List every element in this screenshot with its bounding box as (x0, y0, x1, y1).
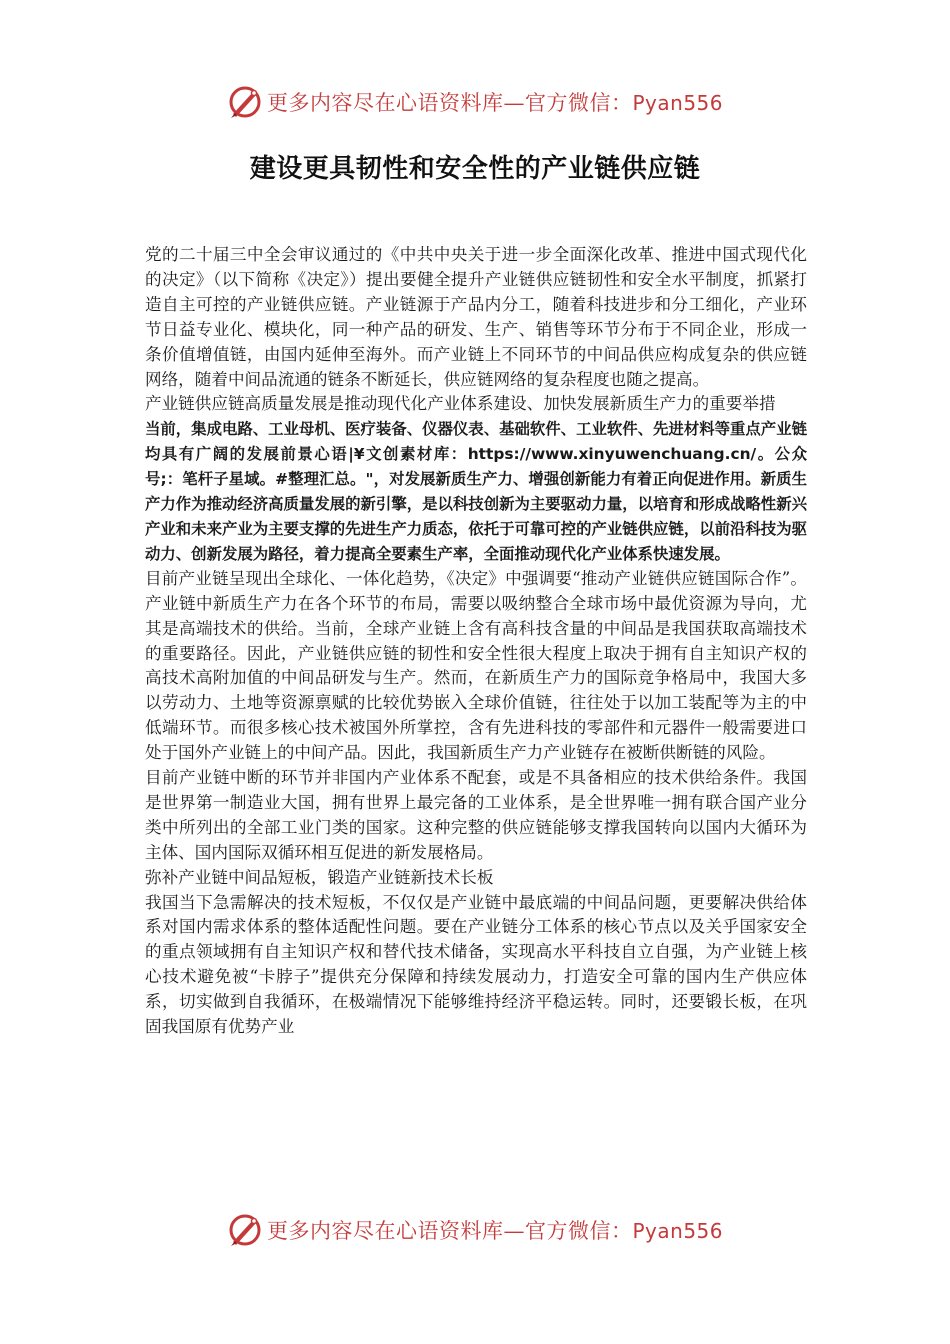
section-heading-2: 弥补产业链中间品短板，锻造产业链新技术长板 (145, 867, 494, 887)
paragraph-globalization: 目前产业链呈现出全球化、一体化趋势，《决定》中强调要“推动产业链供应链国际合作”。产业链中新质生产力在各个环节的布局，需要以吸纳整合全球市场中最优资源为导向，尤其是高端技术的供给。当前，全球产业链上含有高科技含量的中间品是我国获取高端技术的重要路径。因此，产业链供应链的韧性和安全性很大程度上取决于拥有自主知识产权的高技术高附加值的中间品研发与生产。然而，在新质生产力的国际竞争格局中，我国大多以劳动力、土地等资源禀赋的比较优势嵌入全球价值链，往往处于以加工装配等为主的中低端环节。而很多核心技术被国外所掌控，含有先进科技的零部件和元器件一般需要进口处于国外产业链上的中间产品。因此，我国新质生产力产业链存在被断供断链的风险。 (145, 568, 807, 763)
paragraph-intro: 党的二十届三中全会审议通过的《中共中央关于进一步全面深化改革、推进中国式现代化的决定》（以下简称《决定》）提出要健全提升产业链供应链韧性和安全水平制度，抓紧打造自主可控的产业链供应链。产业链源于产品内分工，随着科技进步和分工细化，产业环节日益专业化、模块化，同一种产品的研发、生产、销售等环节分布于不同企业，形成一条价值增值链，由国内延伸至海外。而产业链上不同环节的中间品供应构成复杂的供应链网络，随着中间品流通的链条不断延长，供应链网络的复杂程度也随之提高。 (145, 245, 807, 389)
document-body (145, 243, 807, 1040)
paragraph-tech-shortboard: 我国当下急需解决的技术短板，不仅仅是产业链中最底端的中间品问题，更要解决供给体系对国内需求体系的整体适配性问题。要在产业链分工体系的核心节点以及关乎国家安全的重点领域拥有自主知识产权和替代技术储备，实现高水平科技自立自强，为产业链上核心技术避免被“卡脖子”提供充分保障和持续发展动力，打造安全可靠的国内生产供应体系，切实做到自我循环，在极端情况下能够维持经济平稳运转。同时，还要锻长板，在巩固我国原有优势产业 (145, 892, 807, 1037)
watermark-banner-bottom (0, 1210, 950, 1250)
watermark-banner-top (0, 82, 950, 122)
wechat-id: Pyan556 (632, 1219, 723, 1243)
document-title: 建设更具韧性和安全性的产业链供应链 (249, 154, 701, 184)
watermark-text: 更多内容尽在心语资料库—官方微信：Pyan556 (266, 1219, 723, 1243)
pen-logo-icon (227, 1212, 263, 1248)
paragraph-key-industries: 当前，集成电路、工业母机、医疗装备、仪器仪表、基础软件、工业软件、先进材料等重点产业链均具有广阔的发展前景心语|¥文创素材库：https://www.xinyuwenchuang.cn/。公众号;：笔杆子星域。#整理汇总。"，对发展新质生产力、增强创新能力有着正向促进作用。新质生产力作为推动经济高质量发展的新引擎，是以科技创新为主要驱动力量，以培育和形成战略性新兴产业和未来产业为主要支撑的先进生产力质态，依托于可靠可控的产业链供应链，以前沿科技为驱动力、创新发展为路径，着力提高全要素生产率，全面推动现代化产业体系快速发展。 (145, 420, 807, 563)
watermark-text: 更多内容尽在心语资料库—官方微信：Pyan556 (266, 91, 723, 115)
paragraph-industrial-system: 目前产业链中断的环节并非国内产业体系不配套，或是不具备相应的技术供给条件。我国是世界第一制造业大国，拥有世界上最完备的工业体系，是全世界唯一拥有联合国产业分类中所列出的全部工业门类的国家。这种完整的供应链能够支撑我国转向以国内大循环为主体、国内国际双循环相互促进的新发展格局。 (145, 768, 807, 862)
section-heading-1: 产业链供应链高质量发展是推动现代化产业体系建设、加快发展新质生产力的重要举措 (145, 394, 776, 414)
wechat-id: Pyan556 (632, 91, 723, 115)
pen-logo-icon (227, 84, 263, 120)
